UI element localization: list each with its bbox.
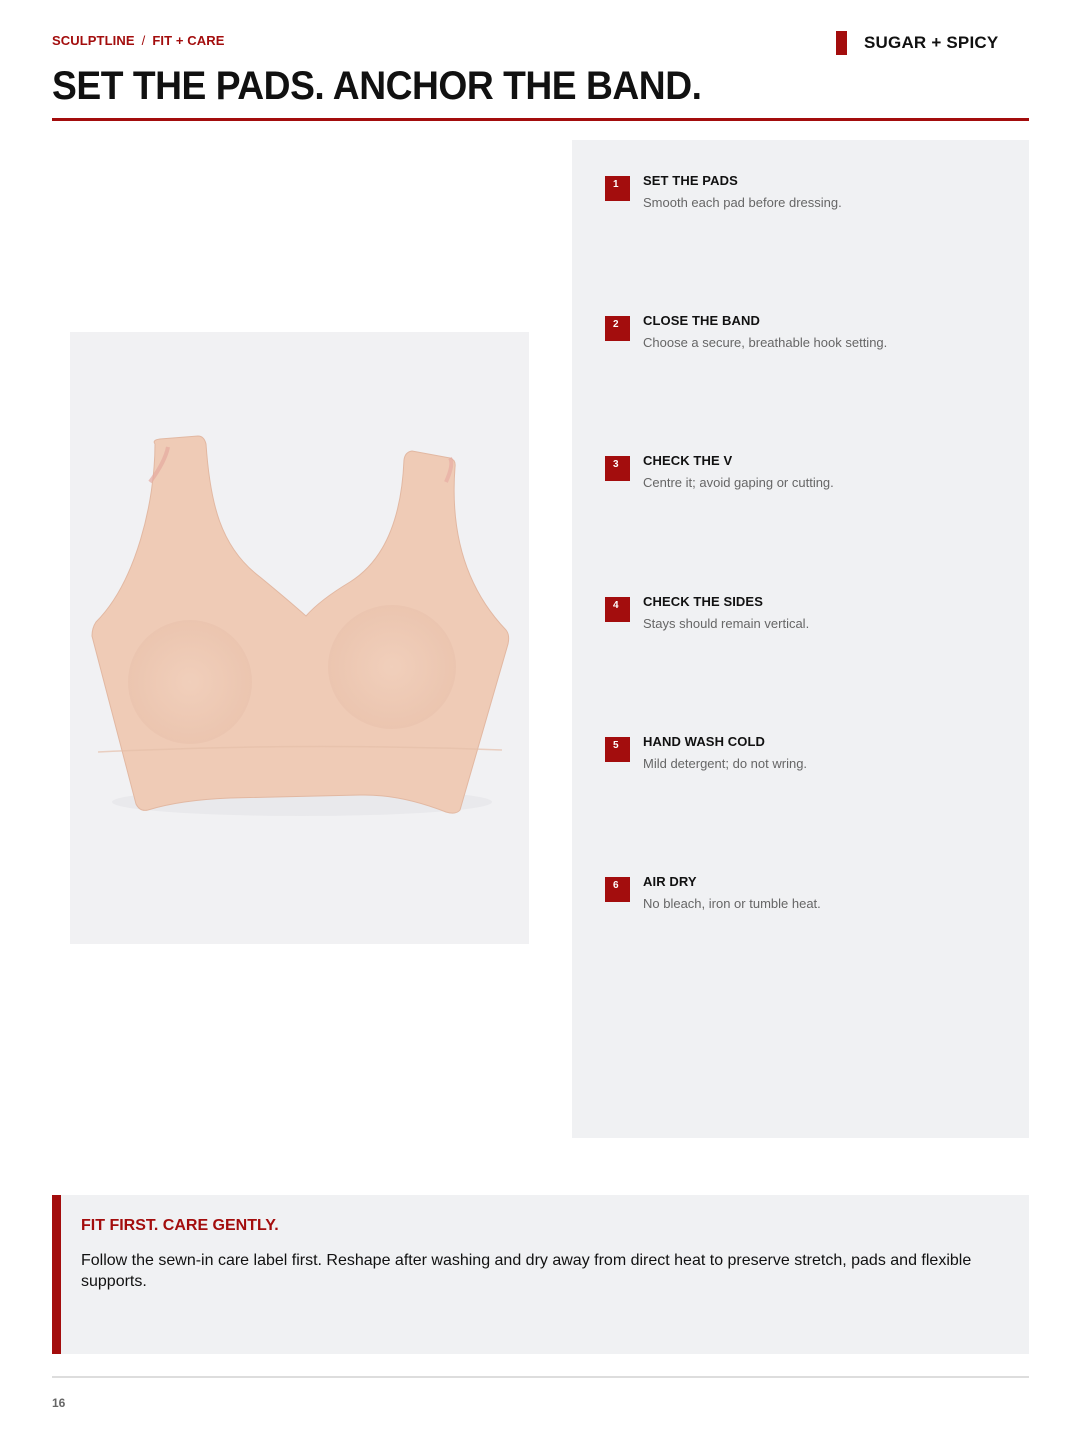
step-title: CHECK THE V	[643, 453, 733, 468]
step-item-3	[605, 420, 1005, 490]
breadcrumb-item-fit-care[interactable]: FIT + CARE	[152, 33, 225, 48]
step-title: SET THE PADS	[643, 173, 738, 188]
step-description: Smooth each pad before dressing.	[643, 195, 842, 210]
product-photo	[70, 332, 529, 944]
callout-accent-bar	[52, 1195, 61, 1354]
step-number-badge: 6	[605, 877, 630, 902]
callout-body: Follow the sewn-in care label first. Reshape after washing and dry away from direct heat to preserve stretch, pads and flexible supports.	[81, 1252, 972, 1290]
title-divider	[52, 118, 1029, 121]
breadcrumb-separator: /	[141, 33, 146, 48]
step-number-badge: 3	[605, 456, 630, 481]
step-title: CHECK THE SIDES	[643, 594, 763, 609]
bra-body-icon	[92, 436, 509, 813]
step-item-1	[605, 140, 1005, 210]
step-title: CLOSE THE BAND	[643, 313, 760, 328]
step-item-2	[605, 280, 1005, 350]
steps-panel	[572, 140, 1029, 1138]
footer-divider	[52, 1376, 1029, 1378]
care-callout	[52, 1195, 1029, 1354]
step-number-badge: 5	[605, 737, 630, 762]
step-description: No bleach, iron or tumble heat.	[643, 896, 821, 911]
brand-mark-icon	[836, 31, 847, 55]
brand-logo	[836, 31, 998, 55]
step-number-badge: 4	[605, 597, 630, 622]
brand-name: SUGAR + SPICY	[864, 33, 999, 52]
breadcrumb	[52, 33, 225, 48]
step-number-badge: 1	[605, 176, 630, 201]
step-item-6	[605, 841, 1005, 911]
step-number-badge: 2	[605, 316, 630, 341]
step-description: Mild detergent; do not wring.	[643, 756, 808, 771]
step-title: HAND WASH COLD	[643, 734, 766, 749]
step-item-4	[605, 561, 1005, 631]
bra-product-icon	[70, 332, 529, 944]
step-item-5	[605, 701, 1005, 771]
step-description: Choose a secure, breathable hook setting.	[643, 335, 888, 350]
step-description: Stays should remain vertical.	[643, 616, 810, 631]
breadcrumb-item-sculptline[interactable]: SCULPTLINE	[52, 33, 135, 48]
page-number: 16	[52, 1396, 66, 1410]
callout-heading: FIT FIRST. CARE GENTLY.	[81, 1217, 279, 1234]
page-title: SET THE PADS. ANCHOR THE BAND.	[52, 64, 702, 108]
step-description: Centre it; avoid gaping or cutting.	[643, 475, 834, 490]
step-title: AIR DRY	[643, 874, 697, 889]
